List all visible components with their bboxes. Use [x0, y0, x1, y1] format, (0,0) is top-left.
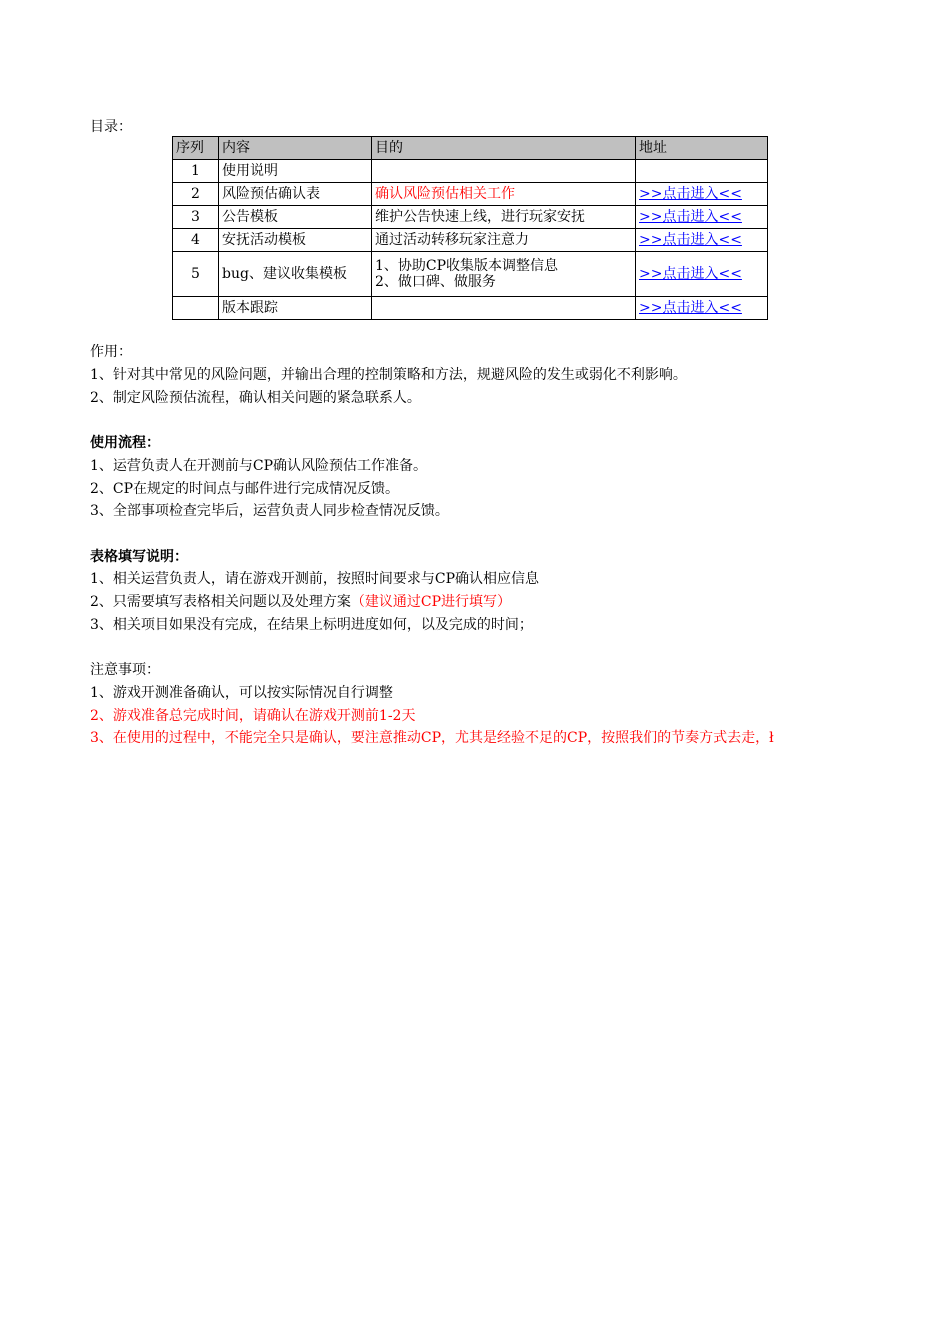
- table-row: [173, 229, 768, 252]
- toc-label: 目录：: [90, 119, 132, 135]
- row-content: 风险预估确认表: [219, 183, 372, 206]
- row-purpose: [372, 160, 636, 183]
- fill-item-note: （建议通过CP进行填写）: [350, 594, 512, 610]
- notes-item: 2、游戏准备总完成时间，请确认在游戏开测前1-2天: [90, 708, 416, 724]
- row-seq: 4: [173, 229, 219, 252]
- toc-table: [172, 136, 768, 320]
- header-address: 地址: [636, 137, 768, 160]
- header-content: 内容: [219, 137, 372, 160]
- process-item: 2、CP在规定的时间点与邮件进行完成情况反馈。: [90, 481, 400, 497]
- enter-link-risk-form[interactable]: >>点击进入<<: [639, 186, 742, 202]
- row-purpose: 确认风险预估相关工作: [372, 183, 636, 206]
- row-address: [636, 160, 768, 183]
- row-address: [636, 183, 768, 206]
- purpose-line: 1、协助CP收集版本调整信息: [375, 258, 559, 274]
- effect-item: 2、制定风险预估流程，确认相关问题的紧急联系人。: [90, 390, 421, 406]
- row-content: bug、建议收集模板: [219, 252, 372, 297]
- table-row: [173, 160, 768, 183]
- fill-item: [90, 593, 511, 611]
- row-address: [636, 229, 768, 252]
- enter-link-bug-collect[interactable]: >>点击进入<<: [639, 266, 742, 282]
- table-row: [173, 297, 768, 320]
- row-seq: [173, 297, 219, 320]
- header-seq: 序列: [173, 137, 219, 160]
- row-seq: 5: [173, 252, 219, 297]
- fill-item: 1、相关运营负责人，请在游戏开测前，按照时间要求与CP确认相应信息: [90, 571, 540, 587]
- row-purpose: [372, 252, 636, 297]
- row-content: 公告模板: [219, 206, 372, 229]
- row-seq: 3: [173, 206, 219, 229]
- header-purpose: 目的: [372, 137, 636, 160]
- process-title: 使用流程：: [90, 435, 160, 451]
- row-address: [636, 297, 768, 320]
- row-content: 版本跟踪: [219, 297, 372, 320]
- fill-title: 表格填写说明：: [90, 549, 188, 565]
- process-item: 1、运营负责人在开测前与CP确认风险预估工作准备。: [90, 458, 428, 474]
- row-purpose: 维护公告快速上线，进行玩家安抚: [372, 206, 636, 229]
- row-purpose: [372, 297, 636, 320]
- enter-link-comfort-event[interactable]: >>点击进入<<: [639, 232, 742, 248]
- effect-item: 1、针对其中常见的风险问题，并输出合理的控制策略和方法，规避风险的发生或弱化不利影响。: [90, 367, 687, 383]
- row-content: 使用说明: [219, 160, 372, 183]
- effect-title: 作用：: [90, 344, 132, 360]
- table-row: [173, 183, 768, 206]
- fill-item: 3、相关项目如果没有完成，在结果上标明进度如何，以及完成的时间；: [90, 617, 533, 633]
- row-seq: 1: [173, 160, 219, 183]
- row-address: [636, 252, 768, 297]
- toc-header-row: [173, 137, 768, 160]
- row-purpose: 通过活动转移玩家注意力: [372, 229, 636, 252]
- table-row: [173, 252, 768, 297]
- enter-link-announcement[interactable]: >>点击进入<<: [639, 209, 742, 225]
- notes-title: 注意事项：: [90, 662, 160, 678]
- enter-link-version-track[interactable]: >>点击进入<<: [639, 300, 742, 316]
- row-address: [636, 206, 768, 229]
- notes-item: 1、游戏开测准备确认，可以按实际情况自行调整: [90, 685, 393, 701]
- row-content: 安抚活动模板: [219, 229, 372, 252]
- purpose-line: 2、做口碑、做服务: [375, 274, 496, 290]
- notes-item: 3、在使用的过程中，不能完全只是确认，要注意推动CP，尤其是经验不足的CP，按照我们的节奏方式去走，ł: [90, 730, 774, 746]
- row-seq: 2: [173, 183, 219, 206]
- fill-item-main: 2、只需要填写表格相关问题以及处理方案: [90, 594, 351, 610]
- table-row: [173, 206, 768, 229]
- process-item: 3、全部事项检查完毕后，运营负责人同步检查情况反馈。: [90, 503, 449, 519]
